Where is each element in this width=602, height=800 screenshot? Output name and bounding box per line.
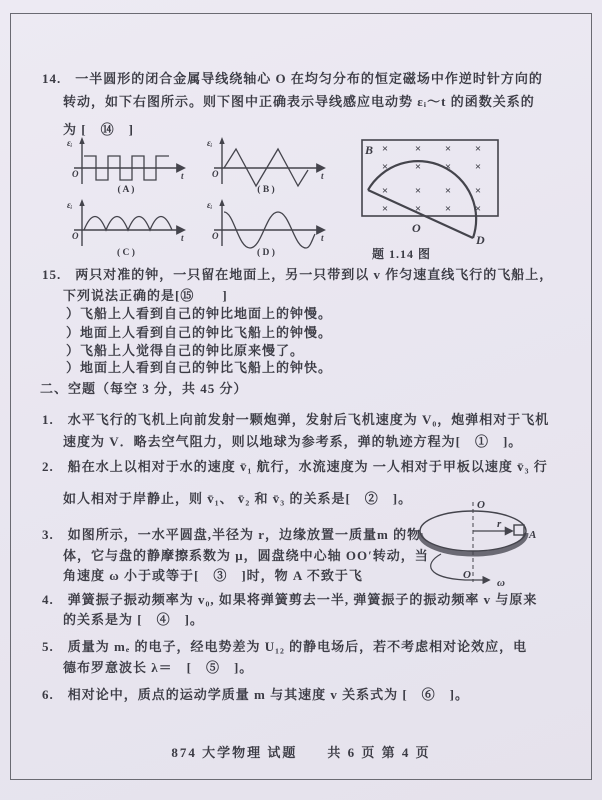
y-arrow-icon <box>219 137 224 144</box>
q3-line-1: 3. 如图所示，一水平圆盘,半径为 r，边缘放置一质量m 的物 <box>42 527 422 542</box>
graph-d-caption: ( D ) <box>257 248 275 258</box>
field-cross-icon: × <box>474 161 482 173</box>
field-cross-icon: × <box>444 203 452 215</box>
origin-label: O <box>72 231 79 241</box>
origin-label: O <box>72 169 79 179</box>
q14-line-2: 转动，如下右图所示。则下图中正确表示导线感应电动势 εᵢ～t 的函数关系的 <box>63 94 535 109</box>
field-cross-icon: × <box>414 143 422 155</box>
graph-a-caption: ( A ) <box>117 185 135 195</box>
radius-label: r <box>497 518 502 530</box>
q2-line-2: 如人相对于岸静止，则 v̄₁、 v̄₂ 和 v̄₃ 的关系是[ ② ]。 <box>63 491 413 506</box>
field-cross-icon: × <box>444 161 452 173</box>
y-arrow-icon <box>79 199 84 206</box>
page-footer: 874 大学物理 试题 共 6 页 第 4 页 <box>171 745 431 760</box>
q5-line-1: 5. 质量为 mₑ 的电子，经电势差为 U₁₂ 的静电场后，若不考虑相对论效应，电 <box>42 639 528 654</box>
y-axis-label: εᵢ <box>67 200 73 210</box>
x-axis-label: t <box>181 233 184 243</box>
graph-d <box>207 199 324 258</box>
q3-line-3: 角速度 ω 小于或等于[ ③ ]时，物 A 不致于飞 <box>63 568 363 583</box>
q1-line-2: 速度为 V．略去空气阻力，则以地球为参考系，弹的轨迹方程为[ ① ]。 <box>63 434 523 449</box>
field-cross-icon: × <box>444 143 452 155</box>
center-o-label: O <box>412 221 421 235</box>
section-2-title: 二、空题（每空 3 分，共 45 分） <box>40 381 248 396</box>
q15-line-1: 15. 两只对准的钟，一只留在地面上，另一只带到以 v 作匀速直线飞行的飞船上， <box>42 267 554 282</box>
field-cross-icon: × <box>414 185 422 197</box>
y-arrow-icon <box>219 199 224 206</box>
q15-option-c: ）飞船上人觉得自己的钟比原来慢了。 <box>66 343 305 358</box>
figure-emf-waveforms <box>66 136 338 262</box>
q6-line-1: 6. 相对论中，质点的运动学质量 m 与其速度 v 关系式为 [ ⑥ ]。 <box>42 687 469 702</box>
field-b-label: B <box>365 143 374 157</box>
q5-line-2: 德布罗意波长 λ＝ [ ⑤ ]。 <box>63 660 254 675</box>
figure-caption: 题 1.14 图 <box>372 247 432 261</box>
graph-c-caption: ( C ) <box>117 248 135 258</box>
point-d-label: D <box>476 233 485 247</box>
y-axis-label: εᵢ <box>207 138 213 148</box>
field-cross-icon: × <box>444 185 452 197</box>
q14-line-1: 14. 一半圆形的闭合金属导线绕轴心 O 在均匀分布的恒定磁场中作逆时针方向的 <box>42 71 543 86</box>
field-cross-icon: × <box>474 203 482 215</box>
q1-line-1: 1. 水平飞行的飞机上向前发射一颗炮弹，发射后飞机速度为 V₀，炮弹相对于飞机 <box>42 412 550 427</box>
omega-rotation-arrow <box>431 554 489 580</box>
graph-b <box>207 137 324 195</box>
field-cross-icon: × <box>474 143 482 155</box>
q15-option-a: ）飞船上人看到自己的钟比地面上的钟慢。 <box>66 306 333 321</box>
x-axis-label: t <box>321 171 324 181</box>
q3-line-2: 体，它与盘的静摩擦系数为 μ，圆盘绕中心轴 OO′转动，当 <box>63 548 429 563</box>
q15-option-b: ）地面上人看到自己的钟比飞船上的钟慢。 <box>66 325 333 340</box>
axis-o-top-label: O <box>477 499 485 511</box>
q2-line-1: 2. 船在水上以相对于水的速度 v̄₁ 航行，水流速度为 一人相对于甲板以速度 v̄₃ 行 <box>42 459 548 474</box>
field-cross-icon: × <box>381 143 389 155</box>
field-cross-icon: × <box>414 161 422 173</box>
graph-b-caption: ( B ) <box>257 185 275 195</box>
origin-label: O <box>212 169 219 179</box>
field-cross-icon: × <box>414 203 422 215</box>
block-a <box>514 525 524 535</box>
rectified-sine-wave <box>84 217 172 231</box>
y-axis-label: εᵢ <box>207 200 213 210</box>
y-arrow-icon <box>79 137 84 144</box>
y-axis-label: εᵢ <box>67 138 73 148</box>
x-axis-label: t <box>321 233 324 243</box>
axis-o-bottom-label: O <box>463 569 471 581</box>
field-cross-icon: × <box>381 185 389 197</box>
graph-c <box>67 199 184 258</box>
q15-option-d: ）地面上人看到自己的钟比飞船上的钟快。 <box>66 360 333 375</box>
figure-1-14 <box>350 128 560 264</box>
omega-label: ω <box>497 577 505 589</box>
graph-a <box>67 137 184 195</box>
field-cross-icon: × <box>381 203 389 215</box>
origin-label: O <box>212 231 219 241</box>
x-axis-label: t <box>181 171 184 181</box>
block-a-label: A <box>529 529 537 541</box>
q14-line-3: 为 [ ⑭ ] <box>63 122 134 137</box>
field-cross-icon: × <box>474 185 482 197</box>
q4-line-2: 的关系是为 [ ④ ]。 <box>63 612 204 627</box>
q4-line-1: 4. 弹簧振子振动频率为 v₀, 如果将弹簧剪去一半, 弹簧振子的振动频率 v 与原来 <box>42 592 538 607</box>
figure-rotating-disk <box>413 496 602 592</box>
semicircle-arc <box>368 161 476 238</box>
field-cross-icon: × <box>381 161 389 173</box>
q15-line-2: 下列说法正确的是[⑮ ] <box>63 288 228 303</box>
